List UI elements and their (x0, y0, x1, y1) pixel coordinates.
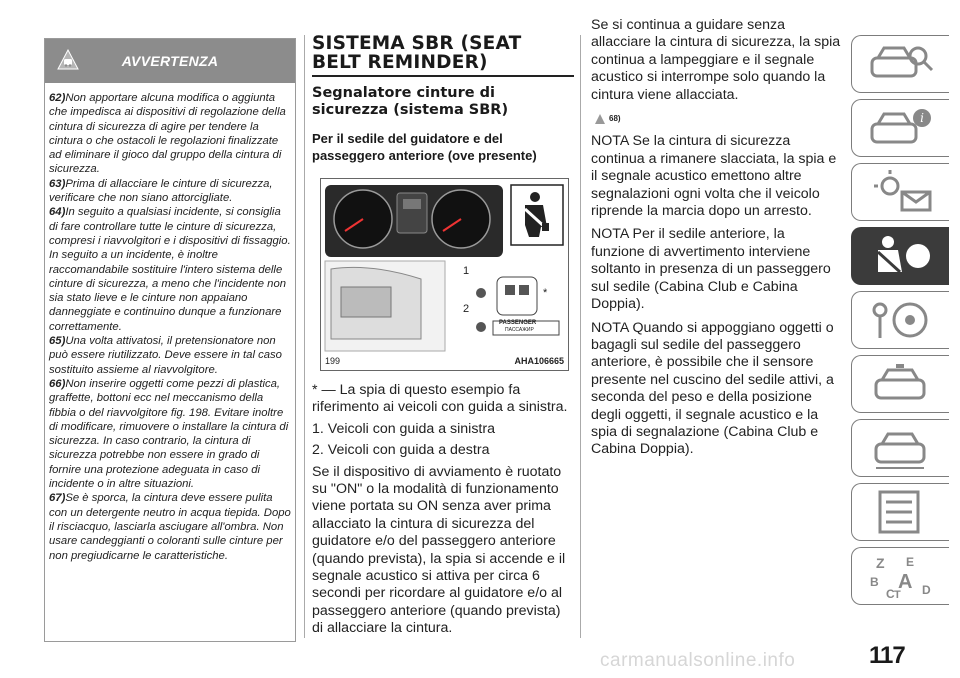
warning-item: 65)Una volta attivatosi, il pretensionatore non può essere riutilizzato. Deve essere in tal caso sostituito assieme al riavvolgitore. (49, 335, 282, 376)
key-steering-icon (866, 296, 936, 344)
svg-text:i: i (919, 111, 924, 125)
car-search-icon (866, 40, 936, 88)
index-letter: C (885, 587, 895, 600)
warning-item: 66)Non inserire oggetti come pezzi di plastica, graffette, bottoni ecc nel meccanismo della fibbia o del riavvolgitore fig. 198. Evitare inoltre di modificare, rimuovere o installare la cintura di sicurezza. In caso contrario, la cintura di sicurezza potrebbe non essere in grado di fornire una protezione adeguata in caso di incidente o in altre situazioni. (49, 377, 289, 491)
airbag-seatbelt-icon (866, 232, 936, 280)
paragraph: Se si continua a guidare senza allacciare la cintura di sicurezza, la spia continua a lampeggiare e il segnale acustico si interrompe solo quando la cintura viene allacciata. (591, 17, 841, 103)
warning-triangle-icon (57, 49, 79, 71)
passenger-label-ru: ПАССАЖИР (505, 327, 534, 333)
passenger-label: PASSENGER (499, 320, 537, 326)
note: NOTA Quando si appoggiano oggetti o bagagli sul sedile del passeggero anteriore, è possibile che il sensore presente nel cuscino del sedile attivi, a seconda del peso e della posizione degli oggetti, il segnale acustico e la spia di segnalazione (Cabina Club e Cabina Doppia). (591, 319, 834, 458)
index-letter: D (921, 583, 931, 597)
figure-number: 199 (325, 356, 341, 366)
tab-car-info[interactable] (851, 99, 949, 157)
index-letter: B (869, 575, 879, 589)
tab-warning-lights[interactable] (851, 163, 949, 221)
section-title: SISTEMA SBR (SEAT BELT REMINDER) (312, 34, 574, 77)
watermark: carmanualsonline.info (600, 650, 796, 671)
warning-box (44, 38, 296, 642)
tab-service[interactable] (851, 419, 949, 477)
page-number: 117 (869, 642, 905, 669)
warning-body (45, 83, 295, 563)
figure-code: AHA106665 (514, 356, 564, 366)
tab-technical-data[interactable] (851, 483, 949, 541)
checklist-icon (866, 488, 936, 536)
column-divider (304, 35, 305, 638)
warning-item: 64)In seguito a qualsiasi incidente, si consiglia di fare controllare tutte le cinture di sicurezza, compresi i riavvolgitori e i dispositivi di fissaggio. In seguito a un incidente, è inoltre raccomandabile sostituire l'intero sistema delle cinture di sicurezza, a meno che l'incidente non sia stato lieve e le cinture non appaiano danneggiate e continuino dunque a funzionare correttamente. (49, 206, 291, 333)
index-letter: A (897, 571, 912, 593)
alphabet-index-icon (866, 552, 936, 600)
warning-reference: 68) (595, 110, 841, 127)
paragraph: 2. Veicoli con guida a destra (312, 442, 490, 459)
warning-header (45, 39, 295, 83)
figure-label-1: 1 (463, 265, 470, 277)
tab-starting-driving[interactable] (851, 291, 949, 349)
figure-star: * (543, 287, 548, 299)
chapter-tabs (851, 35, 949, 611)
figure-199 (320, 178, 569, 371)
section-heading: Per il sedile del guidatore e del passeggero anteriore (ove presente) (312, 131, 537, 163)
note: NOTA Per il sedile anteriore, la funzione di avvertimento interviene soltanto in presenza di un passeggero sul sedile (Cabina Club e Cabina Doppia). (591, 226, 831, 313)
index-letter: T (893, 589, 901, 600)
car-emergency-icon (866, 360, 936, 408)
warning-triangle-icon (595, 114, 605, 124)
warning-item: 63)Prima di allacciare le cinture di sicurezza, verificare che non siano attorcigliate. (49, 177, 273, 205)
tab-safety[interactable] (851, 227, 949, 285)
paragraph: Se il dispositivo di avviamento è ruotato su "ON" o la modalità di funzionamento viene portata su ON senza aver prima allacciato la cintura di sicurezza del guidatore e/o del passeggero anteriore (quando prevista), la spia si accende e il segnale acustico si attiva per circa 6 secondi per ricordare al guidatore e/o al passeggero anteriore (quando prevista) di allacciare la cintura. (312, 463, 566, 637)
note: NOTA Se la cintura di sicurezza continua a rimanere slacciata, la spia e il segnale acustico emettono altre segnalazioni ogni volta che il veicolo riprende la marcia dopo un arresto. (591, 133, 837, 220)
figure-label-2: 2 (463, 303, 470, 315)
seat-indicator-icon (497, 277, 537, 315)
index-letter: E (905, 555, 914, 569)
paragraph: 1. Veicoli con guida a sinistra (312, 420, 495, 437)
column-divider (580, 35, 581, 638)
seatbelt-lamp-icon (476, 288, 486, 298)
warning-title: AVVERTENZA (121, 53, 219, 69)
car-info-icon (866, 104, 936, 152)
warning-lights-icon (866, 168, 936, 216)
seatbelt-lamp-icon (476, 322, 486, 332)
warning-item: 62)Non apportare alcuna modifica o aggiunta che impedisca ai dispositivi di regolazione della cintura di sicurezza di agire per tendere la cintura o che ostacoli le regolazioni finalizzate ad eliminare il gioco dal gruppo della cintura di sicurezza. (49, 92, 286, 176)
section-subtitle: Segnalatore cinture di sicurezza (sistema SBR) (312, 85, 509, 118)
col3-text (591, 17, 841, 465)
section-header (312, 34, 574, 164)
tab-car-search[interactable] (851, 35, 949, 93)
tab-index[interactable] (851, 547, 949, 605)
tab-emergency[interactable] (851, 355, 949, 413)
paragraph: * — La spia di questo esempio fa riferimento ai veicoli con guida a sinistra. (312, 382, 568, 416)
col2-text (312, 382, 574, 642)
index-letter: Z (875, 555, 885, 571)
warning-item: 67)Se è sporca, la cintura deve essere pulita con un detergente neutro in acqua tiepida. Dopo il risciacquo, lasciarla asciugare all'ombra. Non usare candeggianti o coloranti sulle cinture per non pregiudicarne le caratteristiche. (49, 492, 291, 562)
car-service-icon (866, 424, 936, 472)
